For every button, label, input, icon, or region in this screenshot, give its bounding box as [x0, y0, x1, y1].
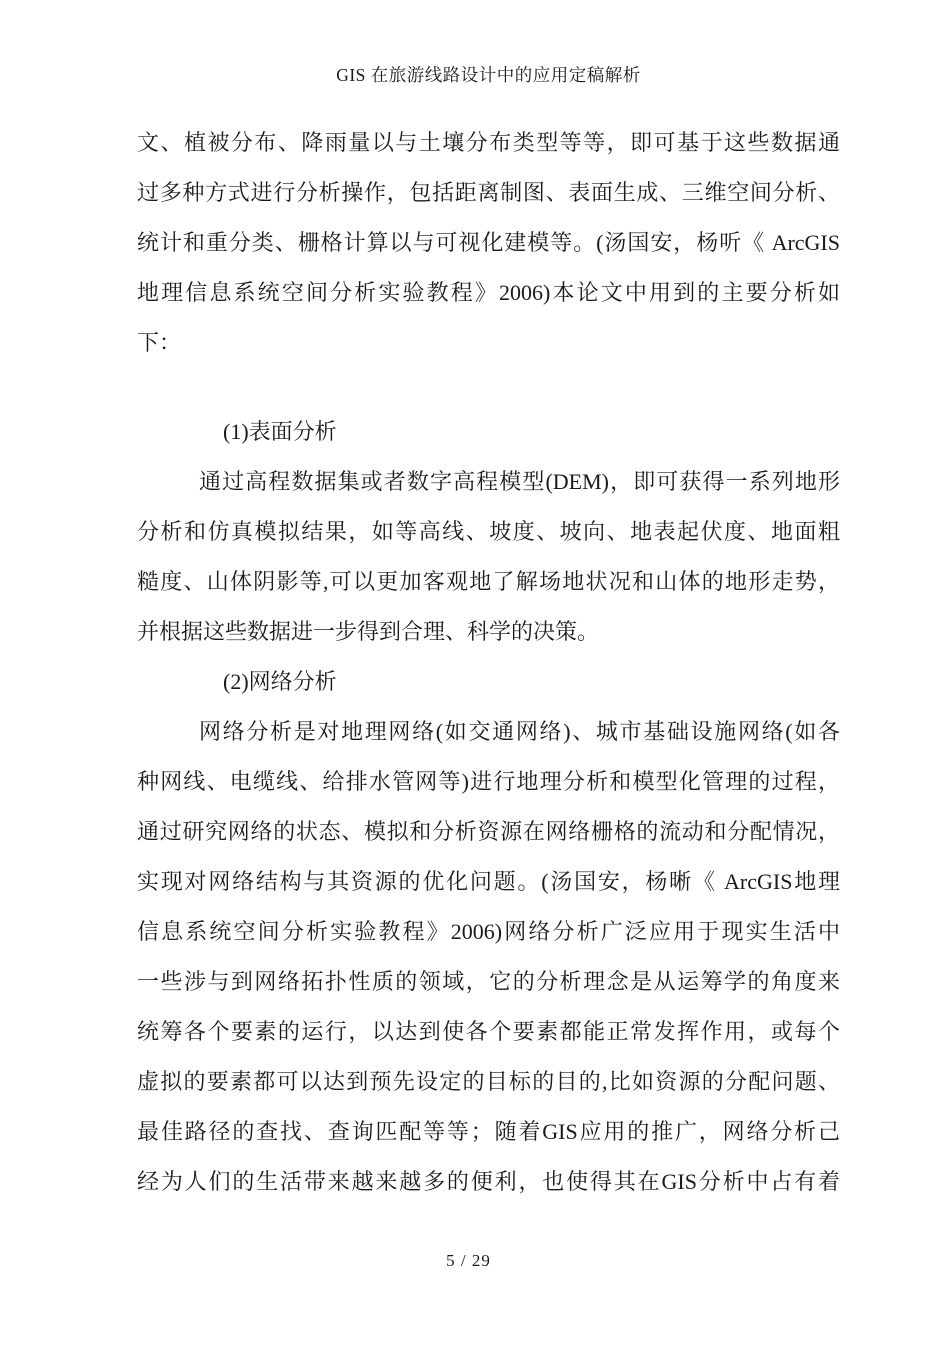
- body-line: 糙度、山体阴影等,可以更加客观地了解场地状况和山体的地形走势，: [137, 569, 840, 594]
- document-body: [137, 118, 840, 1207]
- body-line: 种网线、电缆线、给排水管网等)进行地理分析和模型化管理的过程，: [137, 769, 840, 794]
- page-title: GIS 在旅游线路设计中的应用定稿解析: [336, 65, 641, 85]
- body-line: 网络分析是对地理网络(如交通网络)、城市基础设施网络(如各: [199, 719, 840, 744]
- body-line: 统计和重分类、栅格计算以与可视化建模等。(汤国安，杨听《 ArcGIS: [137, 230, 840, 255]
- body-line: 过多种方式进行分析操作，包括距离制图、表面生成、三维空间分析、: [137, 180, 840, 205]
- blank-line: [137, 368, 840, 407]
- body-line: 统筹各个要素的运行，以达到使各个要素都能正常发挥作用，或每个: [137, 1019, 840, 1044]
- section-heading-2: (2)网络分析: [223, 669, 337, 694]
- body-line: 并根据这些数据进一步得到合理、科学的决策。: [137, 619, 600, 644]
- page-number: 5 / 29: [446, 1251, 491, 1270]
- section-heading-1: (1)表面分析: [223, 419, 337, 444]
- body-line: 分析和仿真模拟结果，如等高线、坡度、坡向、地表起伏度、地面粗: [137, 519, 840, 544]
- body-line: 虚拟的要素都可以达到预先设定的目标的目的,比如资源的分配问题、: [137, 1069, 840, 1094]
- body-line: 一些涉与到网络拓扑性质的领域，它的分析理念是从运筹学的角度来: [137, 969, 840, 994]
- body-line: 下：: [137, 330, 182, 355]
- body-line: 最佳路径的查找、查询匹配等等；随着GIS应用的推广，网络分析己: [137, 1119, 840, 1144]
- body-line: 信息系统空间分析实验教程》2006)网络分析广泛应用于现实生活中: [137, 919, 840, 944]
- body-line: 地理信息系统空间分析实验教程》2006)本论文中用到的主要分析如: [137, 280, 840, 305]
- body-line: 通过研究网络的状态、模拟和分析资源在网络栅格的流动和分配情况，: [137, 819, 840, 844]
- body-line: 通过高程数据集或者数字高程模型(DEM)，即可获得一系列地形: [199, 469, 840, 494]
- body-line: 文、植被分布、降雨量以与土壤分布类型等等，即可基于这些数据通: [137, 130, 840, 155]
- body-line: 实现对网络结构与其资源的优化问题。(汤国安，杨晰《 ArcGIS地理: [137, 869, 840, 894]
- body-line: 经为人们的生活带来越来越多的便利，也使得其在GIS分析中占有着: [137, 1169, 840, 1194]
